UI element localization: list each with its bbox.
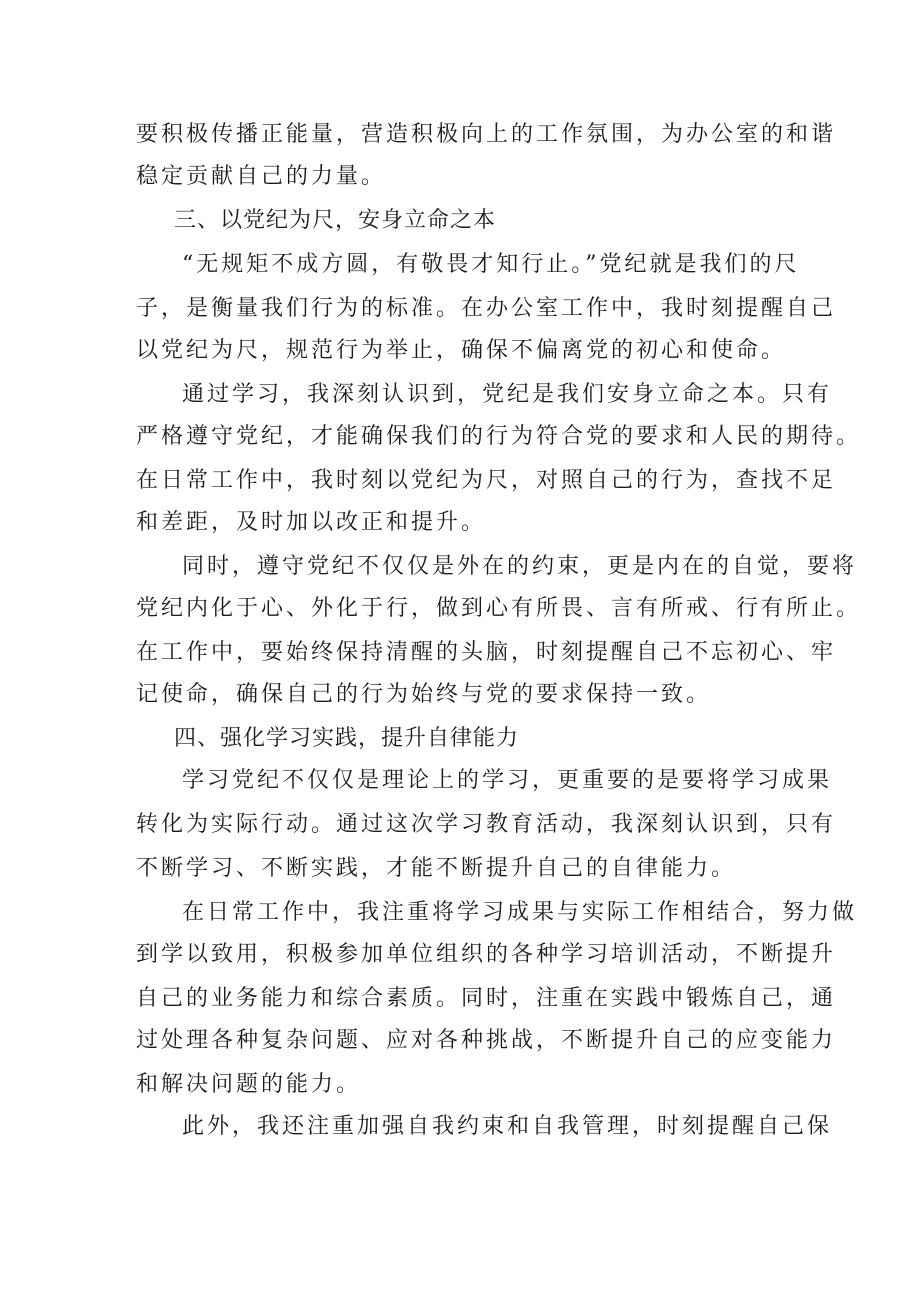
paragraph-line: 稳定贡献自己的力量。 — [136, 164, 387, 189]
paragraph-line: 自己的业务能力和综合素质。同时，注重在实践中锻炼自己，通 — [136, 986, 837, 1011]
paragraph-line: 记使命，确保自己的行为始终与党的要求保持一致。 — [136, 682, 712, 707]
paragraph-line: 党纪内化于心、外化于行，做到心有所畏、言有所戒、行有所止。 — [136, 596, 862, 621]
paragraph-line: 在日常工作中，我注重将学习成果与实际工作相结合，努力做 — [182, 900, 858, 925]
paragraph-line: 在日常工作中，我时刻以党纪为尺，对照自己的行为，查找不足 — [136, 468, 837, 493]
section-heading-4: 四、强化学习实践，提升自律能力 — [174, 726, 520, 751]
paragraph-line: 过处理各种复杂问题、应对各种挑战，不断提升自己的应变能力 — [136, 1028, 837, 1053]
paragraph-line: 以党纪为尺，规范行为举止，确保不偏离党的初心和使命。 — [136, 338, 787, 363]
paragraph-line: 同时，遵守党纪不仅仅是外在的约束，更是内在的自觉，要将 — [182, 554, 858, 579]
paragraph-line: 子，是衡量我们行为的标准。在办公室工作中，我时刻提醒自己 — [136, 296, 837, 321]
paragraph-line: 和解决问题的能力。 — [136, 1072, 362, 1097]
paragraph-line: 通过学习，我深刻认识到，党纪是我们安身立命之本。只有 — [182, 382, 833, 407]
paragraph-line: 不断学习、不断实践，才能不断提升自己的自律能力。 — [136, 856, 737, 881]
section-heading-3: 三、以党纪为尺，安身立命之本 — [174, 208, 497, 233]
paragraph-line: 到学以致用，积极参加单位组织的各种学习培训活动，不断提升 — [136, 942, 837, 967]
paragraph-line: 严格遵守党纪，才能确保我们的行为符合党的要求和人民的期待。 — [136, 424, 862, 449]
paragraph-line: 和差距，及时加以改正和提升。 — [136, 510, 487, 535]
paragraph-line: “无规矩不成方圆，有敬畏才知行止。”党纪就是我们的尺 — [182, 252, 800, 277]
paragraph-line: 在工作中，要始终保持清醒的头脑，时刻提醒自己不忘初心、牢 — [136, 640, 837, 665]
paragraph-line: 学习党纪不仅仅是理论上的学习，更重要的是要将学习成果 — [182, 768, 833, 793]
paragraph-line: 此外，我还注重加强自我约束和自我管理，时刻提醒自己保 — [182, 1114, 833, 1139]
paragraph-line: 转化为实际行动。通过这次学习教育活动，我深刻认识到，只有 — [136, 812, 837, 837]
paragraph-line: 要积极传播正能量，营造积极向上的工作氛围，为办公室的和谐 — [136, 122, 837, 147]
